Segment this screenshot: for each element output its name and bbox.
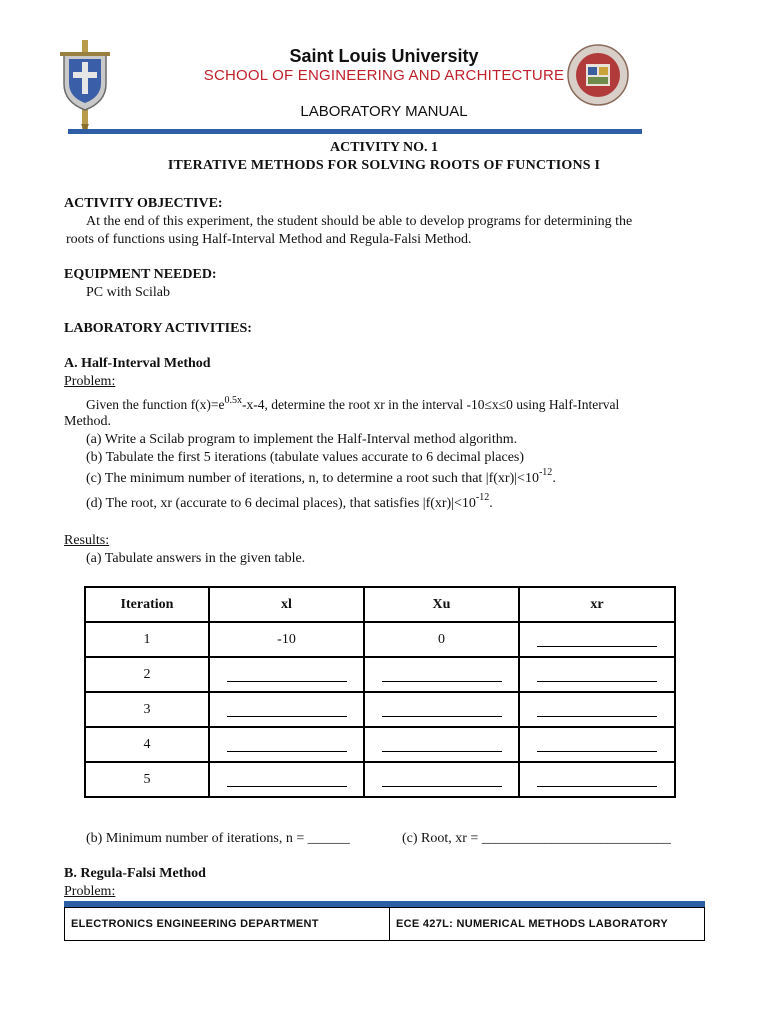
table-row <box>85 727 675 762</box>
answer-blank <box>382 702 502 717</box>
answer-blank <box>537 737 657 752</box>
header-xr: xr <box>519 587 675 622</box>
results-a: (a) Tabulate answers in the given table. <box>86 551 306 566</box>
footer-box <box>64 907 705 941</box>
cell-xl <box>209 727 364 762</box>
table-header-row <box>85 587 675 622</box>
equipment-heading: EQUIPMENT NEEDED: <box>64 267 217 282</box>
section-b-problem-label: Problem: <box>64 884 116 899</box>
cell-xu <box>364 762 519 797</box>
answer-blank <box>382 737 502 752</box>
answer-blank <box>537 632 657 647</box>
problem-statement-cont: Method. <box>64 414 112 429</box>
school-name: SCHOOL OF ENGINEERING AND ARCHITECTURE <box>203 67 565 84</box>
answer-blank <box>227 667 347 682</box>
answer-blank <box>537 772 657 787</box>
cell-xl <box>209 657 364 692</box>
section-b-heading: B. Regula-Falsi Method <box>64 866 206 881</box>
results-label: Results: <box>64 533 110 548</box>
answer-blank <box>382 667 502 682</box>
objective-line-1: At the end of this experiment, the student should be able to develop programs for determining the <box>86 214 633 229</box>
footer-department: ELECTRONICS ENGINEERING DEPARTMENT <box>65 908 390 940</box>
answer-blank <box>227 702 347 717</box>
task-c: (c) The minimum number of iterations, n, to determine a root such that $|f(xr)|<10^{-12}$. <box>86 467 556 486</box>
answer-blank <box>227 772 347 787</box>
activity-number: ACTIVITY NO. 1 <box>330 140 438 155</box>
cell-xu: 0 <box>364 622 519 657</box>
header-iteration: Iteration <box>85 587 209 622</box>
answer-blank <box>227 737 347 752</box>
table-row <box>85 692 675 727</box>
cell-iteration: 5 <box>85 762 209 797</box>
task-a: (a) Write a Scilab program to implement the Half-Interval method algorithm. <box>86 432 518 447</box>
answer-min-iterations: (b) Minimum number of iterations, n = ______ <box>86 831 350 846</box>
answer-blank <box>537 702 657 717</box>
cell-xr <box>519 657 675 692</box>
cell-iteration: 2 <box>85 657 209 692</box>
cell-xr <box>519 692 675 727</box>
answer-root: (c) Root, xr = ___________________________ <box>402 831 671 846</box>
task-b: (b) Tabulate the first 5 iterations (tabulate values accurate to 6 decimal places) <box>86 450 525 465</box>
section-a-problem-label: Problem: <box>64 374 116 389</box>
table-row <box>85 762 675 797</box>
activity-title: ITERATIVE METHODS FOR SOLVING ROOTS OF FUNCTIONS I <box>167 158 601 173</box>
iteration-table <box>84 586 676 798</box>
cell-xr <box>519 762 675 797</box>
cell-xu <box>364 692 519 727</box>
table-row <box>85 622 675 657</box>
task-d: (d) The root, xr (accurate to 6 decimal places), that satisfies $|f(xr)|<10^{-12}$. <box>86 492 493 511</box>
table-row <box>85 657 675 692</box>
university-name: Saint Louis University <box>289 46 479 66</box>
cell-xu <box>364 657 519 692</box>
footer-course: ECE 427L: NUMERICAL METHODS LABORATORY <box>396 918 668 930</box>
cell-iteration: 3 <box>85 692 209 727</box>
cell-xu <box>364 727 519 762</box>
lab-activities-heading: LABORATORY ACTIVITIES: <box>64 321 252 336</box>
cell-iteration: 4 <box>85 727 209 762</box>
header-xl: xl <box>209 587 364 622</box>
cell-xl <box>209 762 364 797</box>
cell-iteration: 1 <box>85 622 209 657</box>
cell-xr <box>519 622 675 657</box>
manual-title: LABORATORY MANUAL <box>300 103 468 120</box>
objective-line-2: roots of functions using Half-Interval Method and Regula-Falsi Method. <box>66 232 472 247</box>
header-xu: Xu <box>364 587 519 622</box>
answer-blank <box>382 772 502 787</box>
equipment-item: PC with Scilab <box>86 285 171 300</box>
cell-xr <box>519 727 675 762</box>
header-rule <box>68 129 642 134</box>
problem-statement: Given the function $f(x)=e^{0.5x}-x-4$, determine the root xr in the interval -10≤x≤0 using Half-Interval <box>86 394 620 412</box>
cell-xl <box>209 692 364 727</box>
section-a-heading: A. Half-Interval Method <box>64 356 211 371</box>
objective-heading: ACTIVITY OBJECTIVE: <box>64 196 223 211</box>
answer-blank <box>537 667 657 682</box>
cell-xl: -10 <box>209 622 364 657</box>
